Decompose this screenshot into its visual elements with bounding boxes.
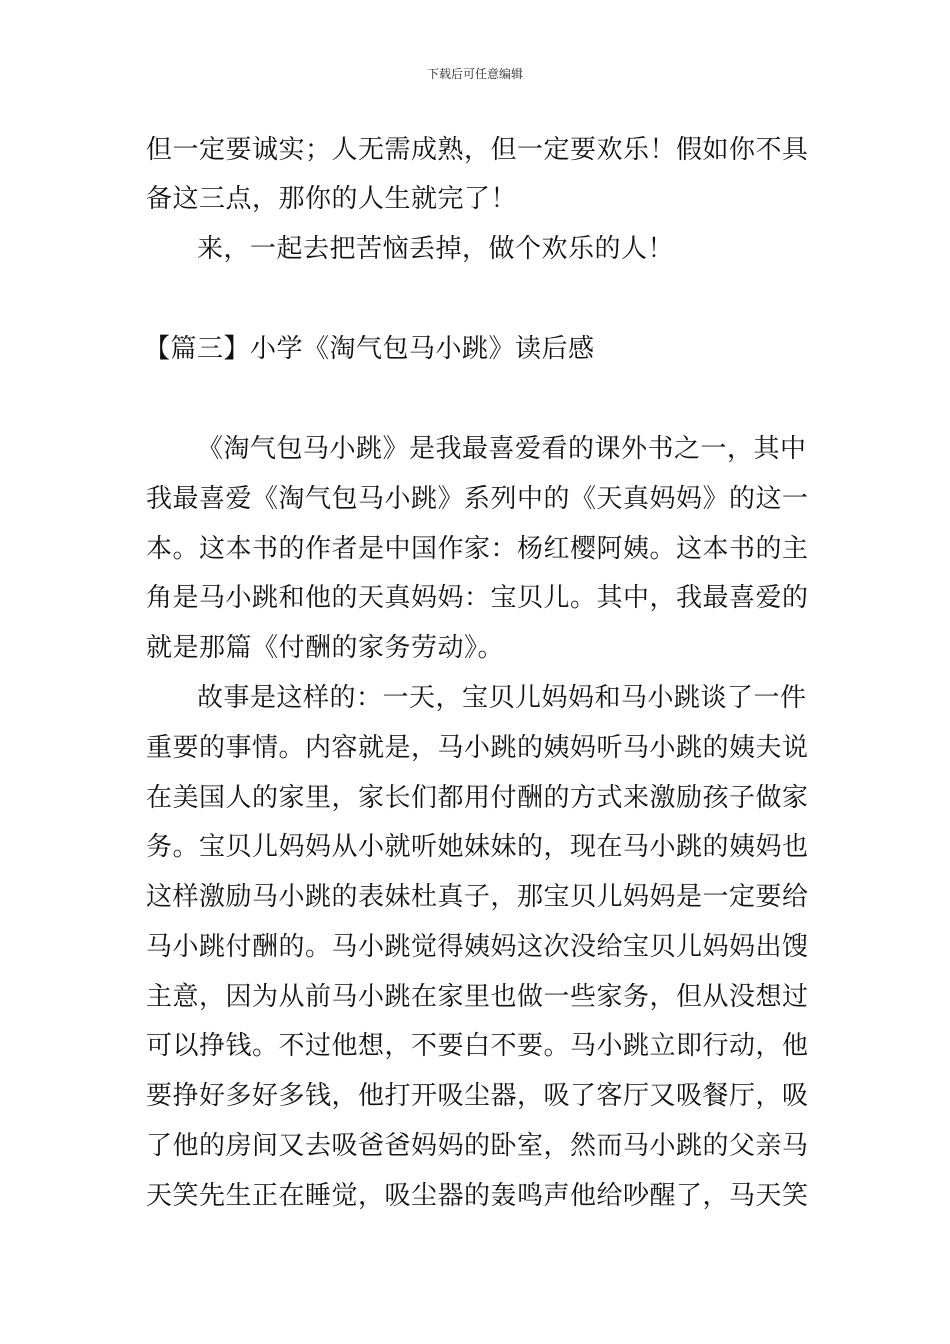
paragraph-2-line-3: 在美国人的家里，家长们都用付酬的方式来激励孩子做家 xyxy=(146,783,809,813)
section-heading: 【篇三】小学《淘气包马小跳》读后感 xyxy=(144,334,595,364)
paragraph-2-line-9: 要挣好多好多钱，他打开吸尘器，吸了客厅又吸餐厅，吸 xyxy=(146,1081,809,1111)
paragraph-2-line-6: 马小跳付酬的。马小跳觉得姨妈这次没给宝贝儿妈妈出馊 xyxy=(146,932,809,962)
intro-line-2: 备这三点，那你的人生就完了！ xyxy=(146,184,518,214)
paragraph-2-line-11: 天笑先生正在睡觉，吸尘器的轰鸣声他给吵醒了，马天笑 xyxy=(146,1181,809,1211)
paragraph-2-line-5: 这样激励马小跳的表妹杜真子，那宝贝儿妈妈是一定要给 xyxy=(146,882,809,912)
paragraph-1-line-3: 本。这本书的作者是中国作家：杨红樱阿姨。这本书的主 xyxy=(146,534,809,564)
paragraph-2-line-7: 主意，因为从前马小跳在家里也做一些家务，但从没想过 xyxy=(146,982,809,1012)
intro-line-1: 但一定要诚实；人无需成熟，但一定要欢乐！假如你不具 xyxy=(146,135,809,165)
paragraph-1-line-4: 角是马小跳和他的天真妈妈：宝贝儿。其中，我最喜爱的 xyxy=(146,583,809,613)
paragraph-2-line-4: 务。宝贝儿妈妈从小就听她妹妹的，现在马小跳的姨妈也 xyxy=(146,832,809,862)
paragraph-2-line-1: 故事是这样的：一天，宝贝儿妈妈和马小跳谈了一件 xyxy=(197,683,807,713)
paragraph-2-line-8: 可以挣钱。不过他想，不要白不要。马小跳立即行动，他 xyxy=(146,1031,809,1061)
page-header-note: 下载后可任意编辑 xyxy=(426,67,523,81)
paragraph-2-line-10: 了他的房间又去吸爸爸妈妈的卧室，然而马小跳的父亲马 xyxy=(146,1131,809,1161)
paragraph-2-line-2: 重要的事情。内容就是，马小跳的姨妈听马小跳的姨夫说 xyxy=(146,733,809,763)
paragraph-1-line-5: 就是那篇《付酬的家务劳动》。 xyxy=(146,633,505,663)
paragraph-1-line-2: 我最喜爱《淘气包马小跳》系列中的《天真妈妈》的这一 xyxy=(146,484,809,514)
paragraph-1-line-1: 《淘气包马小跳》是我最喜爱看的课外书之一，其中 xyxy=(197,434,807,464)
closing-line: 来，一起去把苦恼丢掉，做个欢乐的人！ xyxy=(197,234,675,264)
